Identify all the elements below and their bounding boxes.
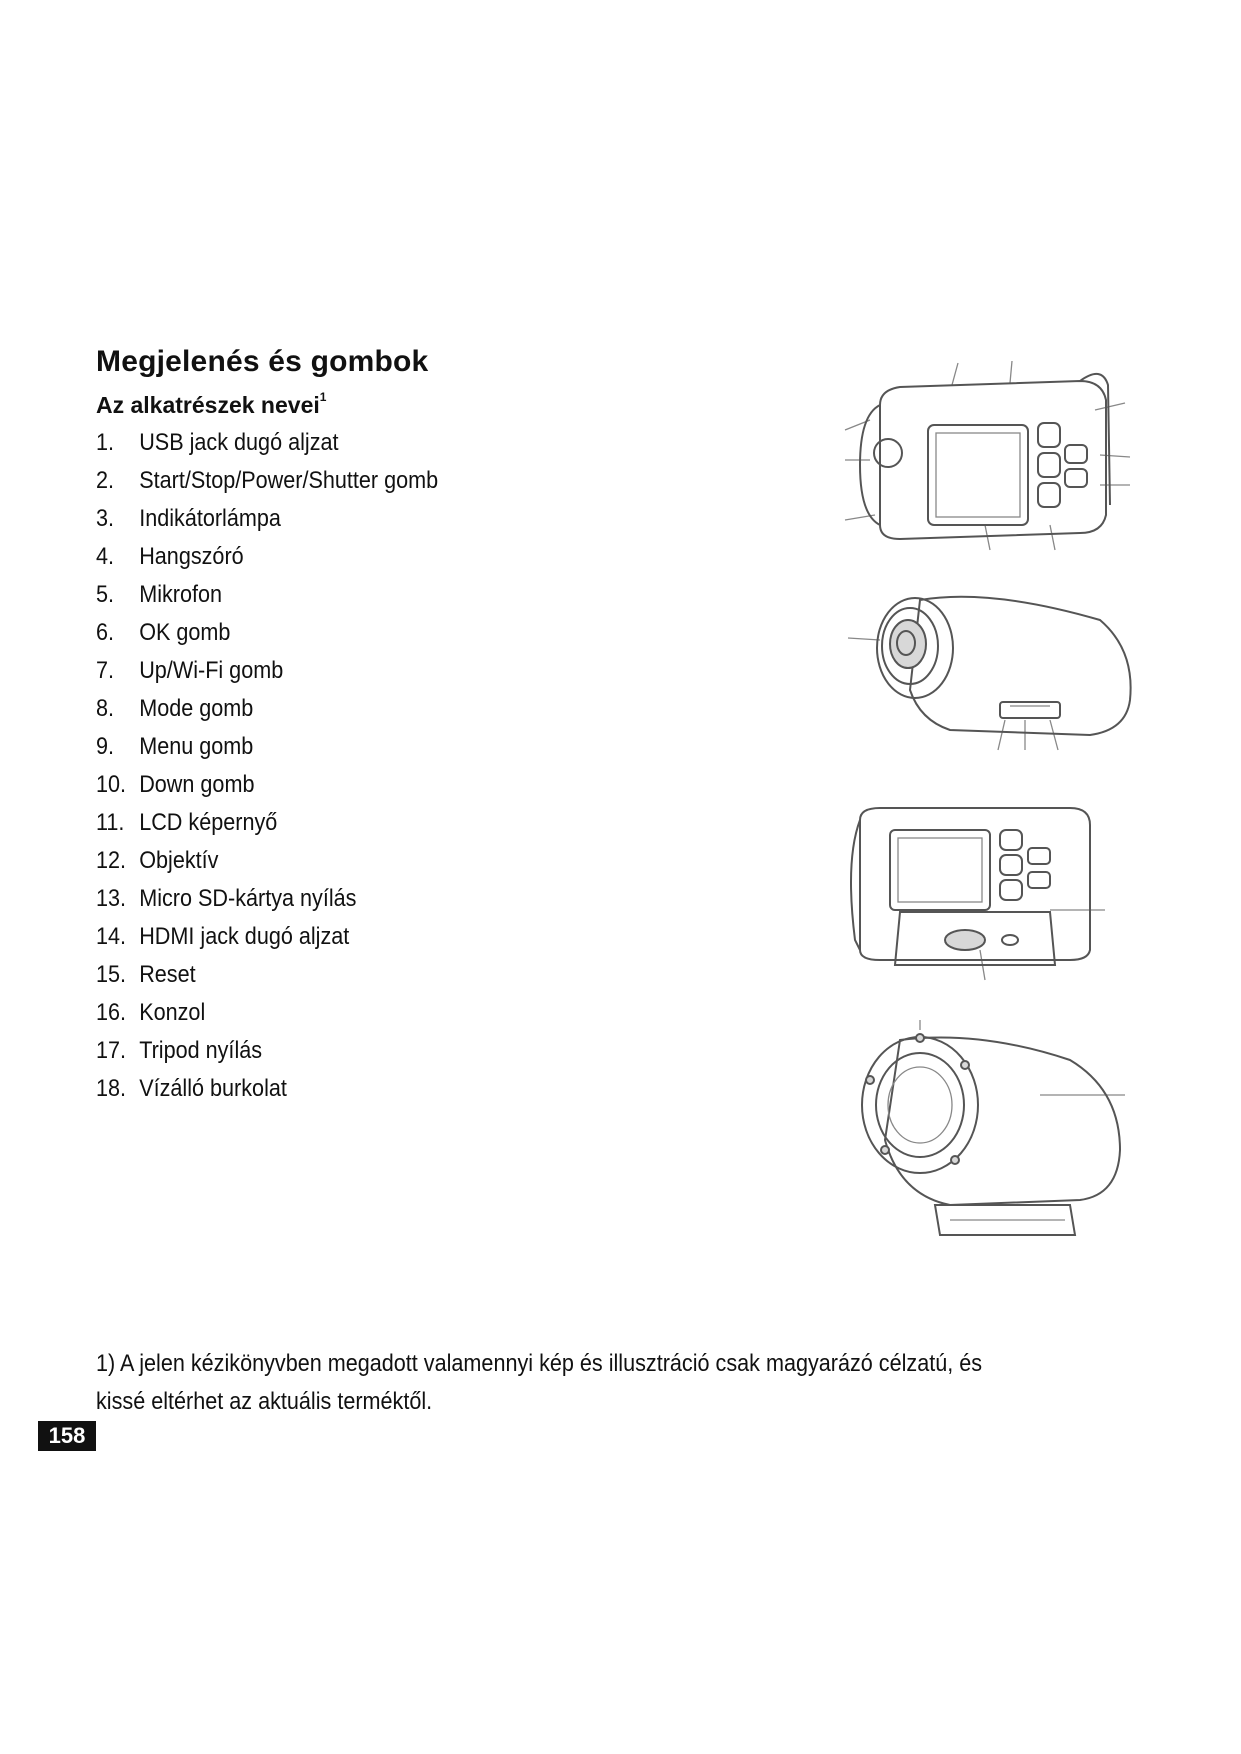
list-item — [96, 462, 438, 500]
list-item — [96, 918, 438, 956]
list-item — [96, 956, 438, 994]
item-label: Hangszóró — [139, 543, 244, 570]
item-number: 9. — [96, 733, 115, 760]
list-item — [96, 994, 438, 1032]
item-label: Konzol — [139, 999, 206, 1026]
item-number: 6. — [96, 619, 115, 646]
item-label: Indikátorlámpa — [139, 505, 281, 532]
item-number: 8. — [96, 695, 115, 722]
item-number: 7. — [96, 657, 115, 684]
item-label: Vízálló burkolat — [139, 1075, 287, 1102]
item-number: 4. — [96, 543, 115, 570]
item-number: 1. — [96, 429, 115, 456]
item-number: 18. — [96, 1075, 127, 1102]
footnote-marker: 1 — [319, 390, 327, 405]
parts-list — [96, 424, 438, 1108]
item-label: Down gomb — [139, 771, 255, 798]
item-number: 16. — [96, 999, 127, 1026]
item-number: 17. — [96, 1037, 127, 1064]
item-label: Menu gomb — [139, 733, 254, 760]
item-number: 11. — [96, 809, 125, 836]
item-number: 14. — [96, 923, 127, 950]
camera-side-view-illustration — [840, 580, 1140, 790]
item-label: LCD képernyő — [139, 809, 278, 836]
item-number: 12. — [96, 847, 127, 874]
list-item — [96, 1032, 438, 1070]
section-title: Megjelenés és gombok — [96, 345, 429, 378]
item-label: OK gomb — [139, 619, 231, 646]
item-number: 15. — [96, 961, 127, 988]
item-label: Start/Stop/Power/Shutter gomb — [139, 467, 439, 494]
item-label: Micro SD-kártya nyílás — [139, 885, 357, 912]
list-item — [96, 576, 438, 614]
item-label: Objektív — [139, 847, 219, 874]
waterproof-housing-illustration — [840, 1020, 1140, 1240]
list-item — [96, 614, 438, 652]
list-item — [96, 880, 438, 918]
item-number: 13. — [96, 885, 127, 912]
item-label: Mikrofon — [139, 581, 223, 608]
item-number: 3. — [96, 505, 115, 532]
item-number: 5. — [96, 581, 115, 608]
list-item — [96, 538, 438, 576]
item-label: Up/Wi-Fi gomb — [139, 657, 284, 684]
list-item — [96, 766, 438, 804]
camera-mount-view-illustration — [840, 800, 1140, 990]
list-item — [96, 424, 438, 462]
list-item — [96, 652, 438, 690]
list-item — [96, 728, 438, 766]
item-number: 10. — [96, 771, 127, 798]
list-item — [96, 1070, 438, 1108]
footnote: 1) A jelen kézikönyvben megadott valamennyi kép és illusztráció csak magyarázó célzatú, és kissé eltérhet az aktuális terméktől. — [96, 1350, 983, 1415]
item-label: Mode gomb — [139, 695, 254, 722]
camera-back-view-illustration — [840, 355, 1140, 565]
item-number: 2. — [96, 467, 115, 494]
subtitle-text: Az alkatrészek nevei — [96, 392, 320, 418]
list-item — [96, 500, 438, 538]
item-label: Reset — [139, 961, 196, 988]
page-number: 158 — [38, 1421, 96, 1451]
item-label: Tripod nyílás — [139, 1037, 263, 1064]
item-label: HDMI jack dugó aljzat — [139, 923, 350, 950]
list-item — [96, 690, 438, 728]
section-subtitle — [96, 392, 326, 419]
item-label: USB jack dugó aljzat — [139, 429, 339, 456]
list-item — [96, 842, 438, 880]
list-item — [96, 804, 438, 842]
